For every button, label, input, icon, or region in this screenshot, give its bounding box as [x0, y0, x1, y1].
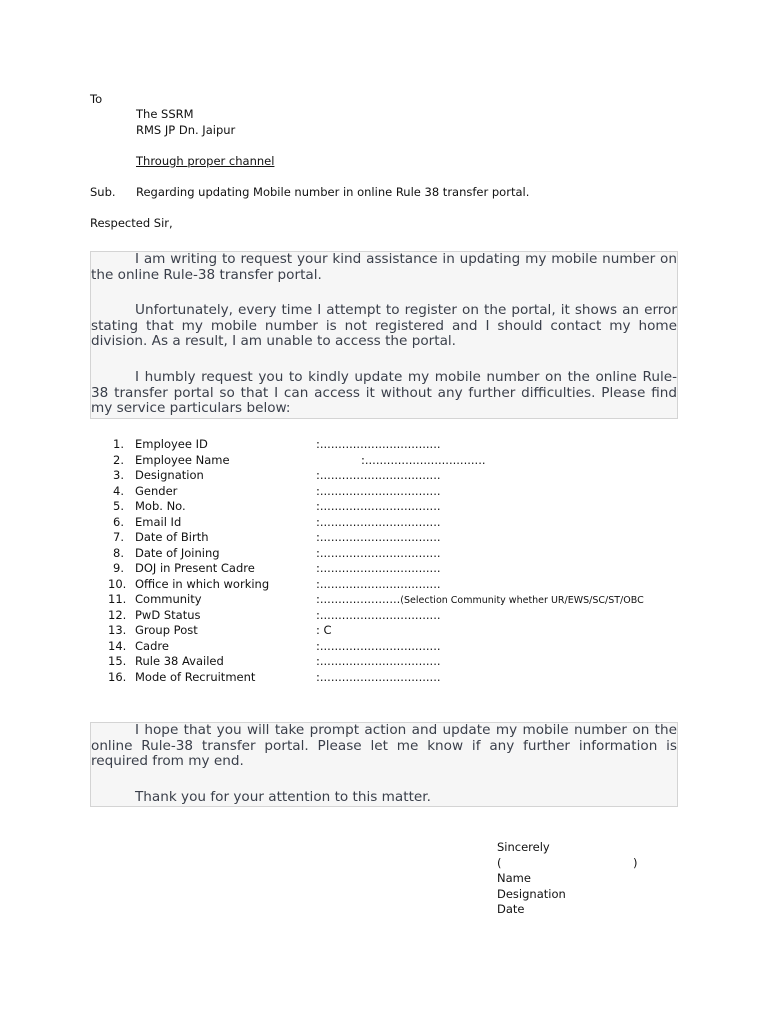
particulars-row — [108, 608, 708, 624]
row-number: 3. — [113, 468, 124, 482]
row-value-text: : C — [316, 623, 332, 637]
row-value — [316, 437, 441, 453]
row-number: 16. — [108, 669, 127, 684]
row-value — [316, 468, 441, 484]
row-label: Community — [135, 592, 202, 606]
row-label: Date of Birth — [135, 530, 209, 544]
particulars-row — [108, 639, 708, 655]
particulars-row — [108, 453, 708, 469]
row-number: 4. — [113, 483, 124, 498]
row-value-text: :................................. — [316, 530, 441, 544]
row-value — [316, 499, 441, 515]
open-paren: ( — [497, 855, 502, 870]
row-label: Employee ID — [135, 437, 208, 451]
row-label: Employee Name — [135, 452, 230, 467]
row-number: 11. — [108, 592, 127, 606]
particulars-list — [108, 437, 708, 685]
particulars-row — [108, 515, 708, 531]
recipient-line-2: RMS JP Dn. Jaipur — [136, 123, 236, 137]
row-value — [316, 670, 441, 686]
row-number: 7. — [113, 530, 124, 544]
row-value — [316, 530, 441, 546]
row-number: 5. — [113, 499, 124, 513]
body-paragraphs-box-2 — [90, 722, 678, 807]
row-value-text: :...................... — [316, 592, 401, 606]
name-parentheses — [497, 856, 667, 872]
row-value-text: :................................. — [316, 514, 441, 529]
row-label: Mob. No. — [135, 499, 186, 513]
row-value-text: :................................. — [316, 437, 441, 451]
row-label: Designation — [135, 468, 204, 482]
row-value-text: :................................. — [316, 576, 441, 591]
row-number: 2. — [113, 452, 124, 467]
row-label: Group Post — [135, 623, 198, 637]
particulars-row — [108, 670, 708, 686]
row-number: 13. — [108, 623, 127, 637]
row-value-text: :................................. — [316, 607, 441, 622]
row-value-text: :................................. — [316, 669, 441, 684]
row-value-note: (Selection Community whether UR/EWS/SC/ST/OBC — [400, 595, 644, 606]
row-value-text: :................................. — [316, 499, 441, 513]
row-number: 1. — [113, 437, 124, 451]
channel-line: Through proper channel — [136, 154, 275, 168]
paragraph-request: I am writing to request your kind assistance in updating my mobile number on the online Rule-38 transfer portal. — [91, 251, 677, 283]
row-value — [316, 515, 441, 531]
particulars-row — [108, 499, 708, 515]
subject-label: Sub. — [90, 185, 116, 199]
row-label: Date of Joining — [135, 545, 220, 560]
row-value — [316, 592, 644, 609]
row-number: 10. — [108, 576, 127, 591]
row-label: Mode of Recruitment — [135, 669, 256, 684]
row-number: 12. — [108, 607, 127, 622]
paragraph-humble-request: I humbly request you to kindly update my mobile number on the online Rule-38 transfer portal so that I can access it without any further difficulties. Please find my service particulars below: — [91, 368, 677, 417]
row-number: 6. — [113, 514, 124, 529]
particulars-row — [108, 546, 708, 562]
row-value — [316, 577, 441, 593]
particulars-row — [108, 592, 708, 608]
row-value-text: :................................. — [316, 654, 441, 668]
row-value — [316, 654, 441, 670]
row-value-text: :................................. — [316, 483, 441, 498]
particulars-row — [108, 437, 708, 453]
paragraph-thanks: Thank you for your attention to this matter. — [135, 788, 431, 805]
particulars-row — [108, 561, 708, 577]
row-label: DOJ in Present Cadre — [135, 561, 255, 575]
row-number: 9. — [113, 561, 124, 575]
paragraph-prompt-action: I hope that you will take prompt action and update my mobile number on the online Rule-38 transfer portal. Please let me know if any further information is required from my end. — [91, 722, 677, 770]
signature-designation: Designation — [497, 886, 566, 901]
closing: Sincerely — [497, 840, 550, 854]
row-number: 15. — [108, 654, 127, 668]
row-value — [316, 546, 441, 562]
particulars-row — [108, 623, 708, 639]
subject-text: Regarding updating Mobile number in online Rule 38 transfer portal. — [136, 185, 530, 199]
row-value — [316, 561, 441, 577]
body-paragraphs-box-1 — [90, 251, 678, 419]
particulars-row — [108, 484, 708, 500]
close-paren: ) — [633, 855, 638, 870]
row-label: PwD Status — [135, 607, 201, 622]
paragraph-problem: Unfortunately, every time I attempt to register on the portal, it shows an error stating that my mobile number is not registered and I should contact my home division. As a result, I am unable to access the portal. — [91, 302, 677, 350]
row-label: Office in which working — [135, 576, 270, 591]
particulars-row — [108, 577, 708, 593]
row-value-text: :................................. — [316, 545, 441, 560]
row-value-text: :................................. — [316, 561, 441, 575]
salutation: Respected Sir, — [90, 216, 173, 230]
row-number: 14. — [108, 638, 127, 653]
particulars-row — [108, 468, 708, 484]
row-value — [316, 623, 332, 639]
row-value — [316, 608, 441, 624]
row-value-text: :................................. — [316, 468, 441, 482]
row-label: Gender — [135, 483, 178, 498]
row-value — [316, 484, 441, 500]
row-number: 8. — [113, 545, 124, 560]
signature-date: Date — [497, 902, 525, 916]
row-label: Cadre — [135, 638, 169, 653]
particulars-row — [108, 654, 708, 670]
signature-block — [497, 840, 667, 918]
row-label: Rule 38 Availed — [135, 654, 224, 668]
row-value-text: :................................. — [361, 452, 486, 467]
signature-name: Name — [497, 871, 531, 885]
recipient-line-1: The SSRM — [136, 107, 194, 121]
particulars-row — [108, 530, 708, 546]
row-label: Email Id — [135, 514, 182, 529]
to-label: To — [90, 92, 103, 106]
row-value — [361, 453, 486, 469]
row-value — [316, 639, 441, 655]
row-value-text: :................................. — [316, 638, 441, 653]
